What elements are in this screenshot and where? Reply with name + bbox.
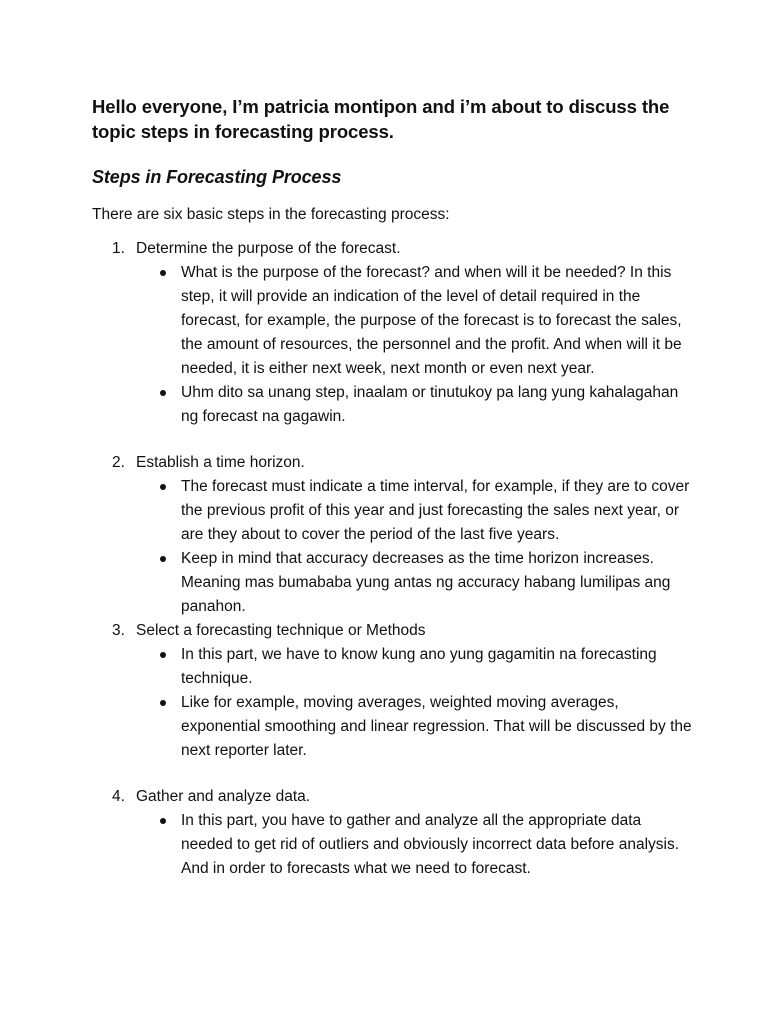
step-number: 3. bbox=[112, 622, 125, 639]
step-title: Gather and analyze data. bbox=[136, 788, 311, 805]
step-item-2 bbox=[92, 451, 692, 619]
step-item-3 bbox=[92, 619, 692, 763]
bullet-text: In this part, you have to gather and analyze all the appropriate data needed to get rid of outliers and obviously incorrect data before analysis. And in order to forecasts what we need to forecast. bbox=[181, 812, 680, 877]
intro-paragraph: There are six basic steps in the forecasting process: bbox=[92, 206, 450, 223]
intro-heading: Hello everyone, I’m patricia montipon and i’m about to discuss the topic steps in forecasting process. bbox=[92, 96, 670, 142]
bullet-item bbox=[181, 475, 692, 547]
bullet-text: In this part, we have to know kung ano yung gagamitin na forecasting technique. bbox=[181, 646, 657, 687]
document-body bbox=[92, 94, 692, 881]
bullet-dot-icon bbox=[160, 484, 166, 490]
step-title: Establish a time horizon. bbox=[136, 454, 305, 471]
step-number: 2. bbox=[112, 454, 125, 471]
step-bullets bbox=[136, 475, 692, 619]
step-bullets bbox=[136, 809, 692, 881]
bullet-item bbox=[181, 547, 692, 619]
bullet-item bbox=[181, 381, 692, 429]
step-bullets bbox=[136, 643, 692, 763]
bullet-dot-icon bbox=[160, 270, 166, 276]
bullet-text: Uhm dito sa unang step, inaalam or tinutukoy pa lang yung kahalagahan ng forecast na gagawin. bbox=[181, 384, 679, 425]
step-number: 4. bbox=[112, 788, 125, 805]
step-title: Select a forecasting technique or Methods bbox=[136, 622, 426, 639]
step-item-1 bbox=[92, 237, 692, 429]
bullet-item bbox=[181, 809, 692, 881]
step-number: 1. bbox=[112, 240, 125, 257]
bullet-text: What is the purpose of the forecast? and when will it be needed? In this step, it will provide an indication of the level of detail required in the forecast, for example, the purpose of the forecast is to forecast the sales, the amount of resources, the personnel and the profit. And when will it be needed, it is either next week, next month or even next year. bbox=[181, 264, 682, 377]
step-item-4 bbox=[92, 785, 692, 881]
bullet-item bbox=[181, 643, 692, 691]
bullet-dot-icon bbox=[160, 390, 166, 396]
bullet-text: Like for example, moving averages, weighted moving averages, exponential smoothing and linear regression. That will be discussed by the next reporter later. bbox=[181, 694, 692, 759]
bullet-dot-icon bbox=[160, 700, 166, 706]
bullet-item bbox=[181, 691, 692, 763]
bullet-dot-icon bbox=[160, 556, 166, 562]
bullet-text: The forecast must indicate a time interval, for example, if they are to cover the previous profit of this year and just forecasting the sales next year, or are they about to cover the period of the last five years. bbox=[181, 478, 690, 543]
bullet-dot-icon bbox=[160, 652, 166, 658]
steps-list bbox=[92, 237, 692, 881]
section-title: Steps in Forecasting Process bbox=[92, 167, 342, 187]
step-bullets bbox=[136, 261, 692, 429]
bullet-item bbox=[181, 261, 692, 381]
step-title: Determine the purpose of the forecast. bbox=[136, 240, 401, 257]
bullet-text: Keep in mind that accuracy decreases as the time horizon increases. Meaning mas bumababa yung antas ng accuracy habang lumilipas ang panahon. bbox=[181, 550, 671, 615]
bullet-dot-icon bbox=[160, 818, 166, 824]
